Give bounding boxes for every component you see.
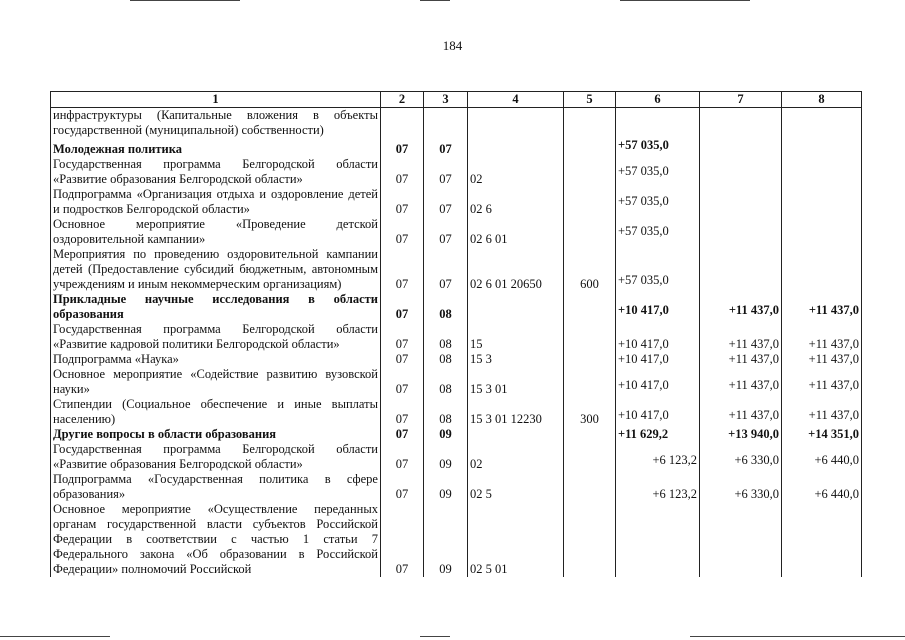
expense-type-code (564, 292, 616, 322)
amount-year-3 (782, 157, 862, 187)
bottom-edge-line (420, 636, 450, 637)
budget-table (50, 91, 862, 577)
row-name: Другие вопросы в области образования (51, 427, 381, 442)
target-article-code: 02 6 (468, 187, 564, 217)
amount-year-1: +57 035,0 (616, 247, 700, 292)
amount-year-2: +11 437,0 (700, 397, 782, 427)
amount-year-1 (616, 502, 700, 577)
target-article-code: 02 6 01 20650 (468, 247, 564, 292)
target-article-code: 15 3 (468, 352, 564, 367)
top-edge-line (620, 0, 750, 1)
amount-year-1: +6 123,2 (616, 472, 700, 502)
row-name: Стипендии (Социальное обеспечение и иные выплаты населению) (51, 397, 381, 427)
amount-year-2 (700, 108, 782, 139)
target-article-code: 02 (468, 157, 564, 187)
amount-year-1: +57 035,0 (616, 187, 700, 217)
amount-year-2: +11 437,0 (700, 367, 782, 397)
amount-year-2: +6 330,0 (700, 442, 782, 472)
row-name: инфраструктуры (Капитальные вложения в объекты государственной (муниципальной) собственности) (51, 108, 381, 139)
section-code: 07 (381, 502, 424, 577)
header-cell: 4 (468, 92, 564, 108)
amount-year-2: +11 437,0 (700, 352, 782, 367)
amount-year-1: +10 417,0 (616, 322, 700, 352)
amount-year-2 (700, 157, 782, 187)
expense-type-code (564, 138, 616, 157)
target-article-code: 02 6 01 (468, 217, 564, 247)
header-row (51, 92, 862, 108)
section-code: 07 (381, 352, 424, 367)
table-row (51, 442, 862, 472)
expense-type-code (564, 108, 616, 139)
header-cell: 3 (424, 92, 468, 108)
expense-type-code (564, 322, 616, 352)
subsection-code: 07 (424, 157, 468, 187)
expense-type-code (564, 217, 616, 247)
amount-year-3: +11 437,0 (782, 322, 862, 352)
section-code: 07 (381, 157, 424, 187)
section-code: 07 (381, 322, 424, 352)
row-name: Прикладные научные исследования в области образования (51, 292, 381, 322)
section-code: 07 (381, 367, 424, 397)
expense-type-code (564, 187, 616, 217)
amount-year-1: +10 417,0 (616, 367, 700, 397)
row-name: Подпрограмма «Организация отдыха и оздоровление детей и подростков Белгородской области» (51, 187, 381, 217)
amount-year-3: +11 437,0 (782, 367, 862, 397)
header-cell: 6 (616, 92, 700, 108)
header-cell: 1 (51, 92, 381, 108)
amount-year-2 (700, 247, 782, 292)
amount-year-3 (782, 217, 862, 247)
header-cell: 7 (700, 92, 782, 108)
amount-year-3: +11 437,0 (782, 292, 862, 322)
section-code: 07 (381, 187, 424, 217)
table-row (51, 217, 862, 247)
amount-year-3: +14 351,0 (782, 427, 862, 442)
amount-year-3: +6 440,0 (782, 442, 862, 472)
amount-year-2 (700, 502, 782, 577)
expense-type-code (564, 472, 616, 502)
subsection-code: 08 (424, 352, 468, 367)
subsection-code: 07 (424, 217, 468, 247)
subsection-code: 08 (424, 292, 468, 322)
section-code: 07 (381, 472, 424, 502)
table-row (51, 187, 862, 217)
table-row (51, 397, 862, 427)
amount-year-1: +10 417,0 (616, 397, 700, 427)
target-article-code: 02 5 01 (468, 502, 564, 577)
subsection-code: 07 (424, 247, 468, 292)
header-cell: 5 (564, 92, 616, 108)
subsection-code: 07 (424, 187, 468, 217)
amount-year-3 (782, 187, 862, 217)
amount-year-1: +57 035,0 (616, 138, 700, 157)
table-row (51, 157, 862, 187)
target-article-code (468, 108, 564, 139)
table-row (51, 292, 862, 322)
section-code: 07 (381, 247, 424, 292)
amount-year-1 (616, 108, 700, 139)
amount-year-3 (782, 108, 862, 139)
target-article-code: 15 (468, 322, 564, 352)
row-name: Молодежная политика (51, 138, 381, 157)
expense-type-code: 600 (564, 247, 616, 292)
table-row (51, 247, 862, 292)
header-cell: 2 (381, 92, 424, 108)
amount-year-1: +10 417,0 (616, 292, 700, 322)
amount-year-1: +10 417,0 (616, 352, 700, 367)
amount-year-1: +57 035,0 (616, 157, 700, 187)
amount-year-3 (782, 138, 862, 157)
amount-year-2: +13 940,0 (700, 427, 782, 442)
row-name: Основное мероприятие «Содействие развитию вузовской науки» (51, 367, 381, 397)
section-code (381, 108, 424, 139)
table-row (51, 367, 862, 397)
amount-year-3: +11 437,0 (782, 397, 862, 427)
target-article-code (468, 292, 564, 322)
amount-year-3 (782, 502, 862, 577)
section-code: 07 (381, 217, 424, 247)
table-row (51, 138, 862, 157)
section-code: 07 (381, 427, 424, 442)
amount-year-2: +6 330,0 (700, 472, 782, 502)
amount-year-2: +11 437,0 (700, 322, 782, 352)
expense-type-code (564, 157, 616, 187)
table-row (51, 108, 862, 139)
expense-type-code (564, 352, 616, 367)
amount-year-3 (782, 247, 862, 292)
section-code: 07 (381, 138, 424, 157)
subsection-code: 09 (424, 502, 468, 577)
row-name: Государственная программа Белгородской области «Развитие кадровой политики Белгородской области» (51, 322, 381, 352)
amount-year-1: +57 035,0 (616, 217, 700, 247)
header-cell: 8 (782, 92, 862, 108)
row-name: Подпрограмма «Государственная политика в сфере образования» (51, 472, 381, 502)
amount-year-1: +11 629,2 (616, 427, 700, 442)
section-code: 07 (381, 292, 424, 322)
subsection-code (424, 108, 468, 139)
target-article-code (468, 138, 564, 157)
top-edge-line (130, 0, 240, 1)
target-article-code: 02 (468, 442, 564, 472)
row-name: Государственная программа Белгородской области «Развитие образования Белгородской области» (51, 157, 381, 187)
amount-year-2 (700, 187, 782, 217)
amount-year-1: +6 123,2 (616, 442, 700, 472)
subsection-code: 07 (424, 138, 468, 157)
target-article-code: 15 3 01 12230 (468, 397, 564, 427)
subsection-code: 08 (424, 322, 468, 352)
row-name: Государственная программа Белгородской области «Развитие образования Белгородской области» (51, 442, 381, 472)
expense-type-code (564, 427, 616, 442)
bottom-edge-line (690, 636, 905, 637)
section-code: 07 (381, 397, 424, 427)
row-name: Основное мероприятие «Проведение детской оздоровительной кампании» (51, 217, 381, 247)
subsection-code: 09 (424, 472, 468, 502)
subsection-code: 08 (424, 397, 468, 427)
subsection-code: 09 (424, 427, 468, 442)
subsection-code: 09 (424, 442, 468, 472)
section-code: 07 (381, 442, 424, 472)
amount-year-3: +11 437,0 (782, 352, 862, 367)
amount-year-2 (700, 217, 782, 247)
table-row (51, 472, 862, 502)
table-row (51, 427, 862, 442)
table-row (51, 322, 862, 352)
table-row (51, 502, 862, 577)
target-article-code: 02 5 (468, 472, 564, 502)
row-name: Подпрограмма «Наука» (51, 352, 381, 367)
amount-year-3: +6 440,0 (782, 472, 862, 502)
row-name: Мероприятия по проведению оздоровительной кампании детей (Предоставление субсидий бюджетным, автономным учреждениям и иным некоммерческим организациям) (51, 247, 381, 292)
row-name: Основное мероприятие «Осуществление переданных органам государственной власти субъектов Российской Федерации в соответствии с частью 1 статьи 7 Федерального закона «Об образовании в Российской Федерации» полномочий Российской (51, 502, 381, 577)
subsection-code: 08 (424, 367, 468, 397)
top-edge-line (420, 0, 450, 1)
expense-type-code (564, 367, 616, 397)
bottom-edge-line (0, 636, 110, 637)
amount-year-2 (700, 138, 782, 157)
expense-type-code (564, 502, 616, 577)
expense-type-code (564, 442, 616, 472)
amount-year-2: +11 437,0 (700, 292, 782, 322)
page-number: 184 (442, 38, 463, 53)
expense-type-code: 300 (564, 397, 616, 427)
table-row (51, 352, 862, 367)
target-article-code: 15 3 01 (468, 367, 564, 397)
target-article-code (468, 427, 564, 442)
